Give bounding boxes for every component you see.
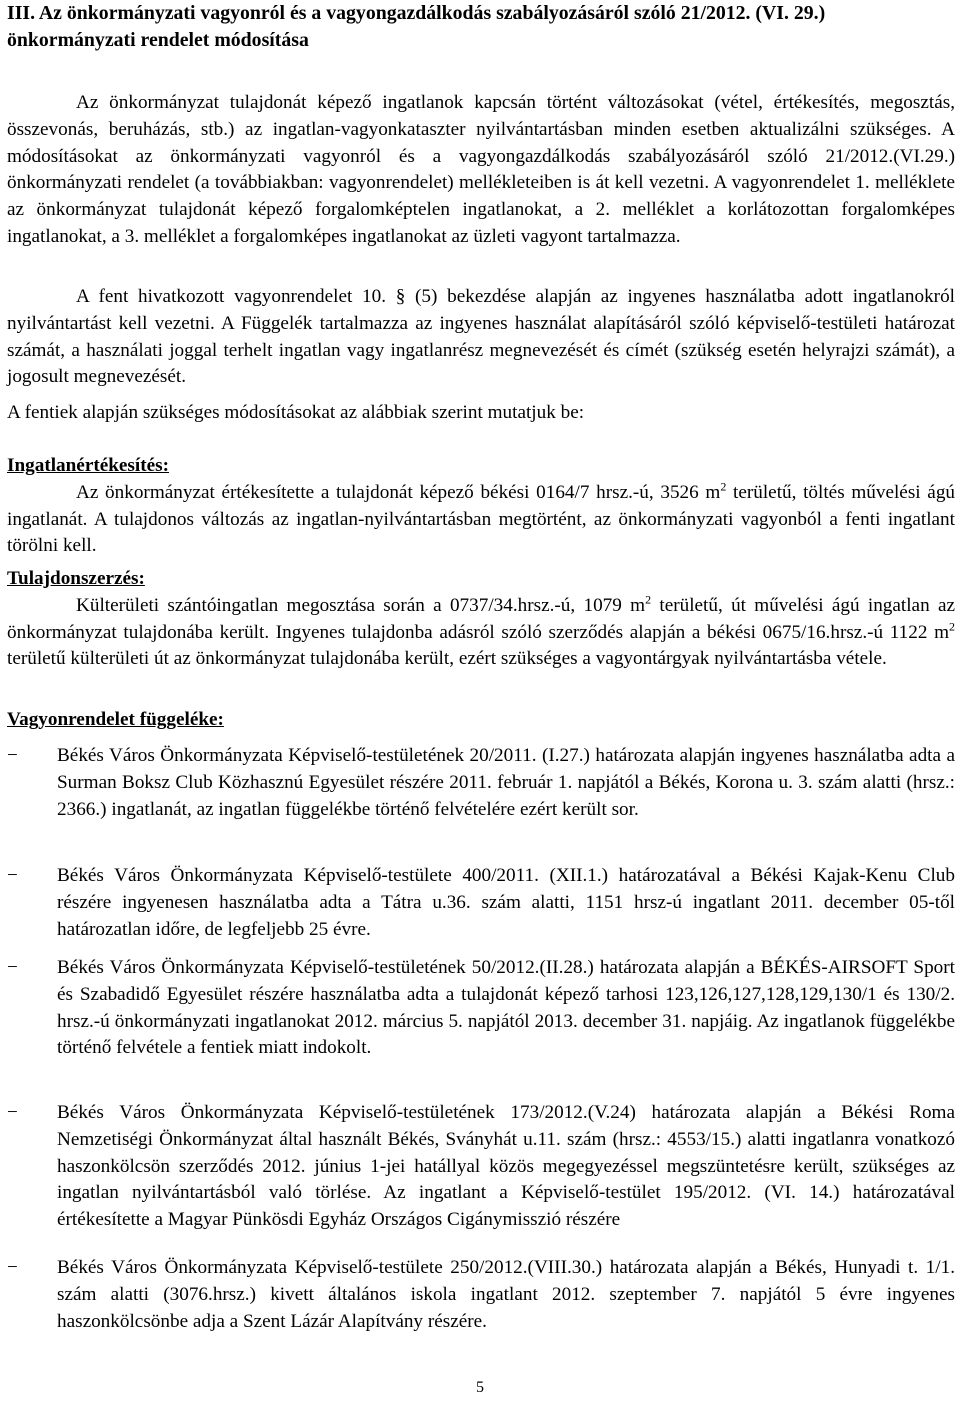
- document-heading: [7, 0, 955, 54]
- szerzes-text-b: területű, út művelési ágú ingatlan az önkormányzat tulajdonába került. Ingyenes tulajdonba adásról szóló szerződés alapján a békési 0675/16.hrsz.-ú 1122 m: [7, 594, 955, 643]
- section-text-ertekesites: [7, 480, 955, 560]
- intro-paragraph-3: A fentiek alapján szükséges módosításokat az alábbiak szerint mutatjuk be:: [7, 402, 585, 423]
- list-item-text: Békés Város Önkormányzata Képviselő-testülete 250/2012.(VIII.30.) határozata alapján a Békés, Hunyadi t. 1/1. szám alatti (3076.hrsz.) kivett általános iskola ingatlant 2012. szeptember 7. napjától 5 évre ingyenes haszonkölcsönbe adja a Szent Lázár Alapítvány részére.: [57, 1257, 955, 1332]
- fuggelek-item-1: [7, 743, 955, 823]
- intro-paragraph-2: A fent hivatkozott vagyonrendelet 10. § (5) bekezdése alapján az ingyenes használatba adott ingatlanokról nyilvántartást kell vezetni. A Függelék tartalmazza az ingyenes használat alapításáról szóló képviselő-testületi határozat számát, a használati joggal terhelt ingatlan vagy ingatlanrész megnevezését és címét (szükség esetén helyrajzi számát), a jogosult megnevezését.: [7, 286, 955, 388]
- fuggelek-item-4: [7, 1100, 955, 1234]
- superscript-2: 2: [720, 479, 727, 494]
- szerzes-text-c: területű külterületi út az önkormányzat tulajdonába került, ezért szükséges a vagyontárgyak nyilvántartásba vétele.: [7, 648, 887, 670]
- ertekesites-text-before: Az önkormányzat értékesítette a tulajdonát képező békési 0164/7 hrsz.-ú, 3526 m: [76, 481, 721, 503]
- list-item-text: Békés Város Önkormányzata Képviselő-testületének 173/2012.(V.24) határozata alapján a Békési Roma Nemzetiségi Önkormányzat által használt Békés, Sványhát u.11. szám (hrsz.: 4553/15.) alatti ingatlanra vonatkozó haszonkölcsön szerződés 2012. június 1-jei hatállyal közös megegyezéssel megszüntetésre került, szükséges az ingatlan nyilvántartásból való törlése. Az ingatlant a Képviselő-testület 195/2012. (VI. 14.) határozatával értékesítette a Magyar Pünkösdi Egyház Országos Cigánymisszió részére: [57, 1102, 955, 1231]
- fuggelek-item-3: [7, 955, 955, 1062]
- section-title-fuggelek: Vagyonrendelet függeléke:: [7, 709, 224, 730]
- dash-bullet: −: [7, 745, 18, 766]
- section-ertekesites: [7, 453, 955, 560]
- fuggelek-item-5: [7, 1255, 955, 1335]
- list-item-text: Békés Város Önkormányzata Képviselő-testületének 50/2012.(II.28.) határozata alapján a BÉKÉS-AIRSOFT Sport és Szabadidő Egyesület részére használatba adta a tulajdonát képező tarhosi 123,126,127,128,129,130/1 és 130/2. hrsz.-ú önkormányzati ingatlanokat 2012. március 5. napjától 2013. december 31. napjáig. Az ingatlanok függelékbe történő felvétele a fentiek miatt indokolt.: [57, 957, 955, 1059]
- dash-bullet: −: [7, 1257, 18, 1278]
- szerzes-text-a: Külterületi szántóingatlan megosztása során a 0737/34.hrsz.-ú, 1079 m: [76, 594, 646, 616]
- list-item-text: Békés Város Önkormányzata Képviselő-testülete 400/2011. (XII.1.) határozatával a Békési Kajak-Kenu Club részére ingyenesen használatba adta a Tátra u.36. szám alatti, 1151 hrsz-ú ingatlant 2011. december 05-től határozatlan időre, de legfeljebb 25 évre.: [57, 865, 955, 940]
- section-text-szerzes: [7, 593, 955, 673]
- superscript-2: 2: [949, 619, 955, 634]
- heading-line-1: III. Az önkormányzati vagyonról és a vagyongazdálkodás szabályozásáról szóló 21/2012. (VI. 29.): [7, 2, 826, 24]
- section-title-ertekesites: Ingatlanértékesítés:: [7, 455, 169, 476]
- section-szerzes: [7, 566, 955, 673]
- section-title-szerzes: Tulajdonszerzés:: [7, 568, 145, 589]
- dash-bullet: −: [7, 1102, 18, 1123]
- superscript-2: 2: [645, 592, 652, 607]
- list-item-text: Békés Város Önkormányzata Képviselő-testületének 20/2011. (I.27.) határozata alapján ingyenes használatba adta a Surman Boksz Club Közhasznú Egyesület részére 2011. február 1. napjától a Békés, Korona u. 3. szám alatti (hrsz.: 2366.) ingatlanát, az ingatlan függelékbe történő felvételére ezért került sor.: [57, 745, 955, 820]
- fuggelek-item-2: [7, 863, 955, 943]
- intro-paragraph-1: Az önkormányzat tulajdonát képező ingatlanok kapcsán történt változásokat (vétel, értékesítés, megosztás, összevonás, beruházás, stb.) az ingatlan-vagyonkataszter nyilvántartásban minden esetben aktualizálni szükséges. A módosításokat az önkormányzati vagyonról és a vagyongazdálkodás szabályozásáról szóló 21/2012.(VI.29.) önkormányzati rendelet (a továbbiakban: vagyonrendelet) mellékleteiben is át kell vezetni. A vagyonrendelet 1. melléklete az önkormányzat tulajdonát képező forgalomképtelen ingatlanokat, a 2. melléklet a korlátozottan forgalomképes ingatlanokat, a 3. melléklet a forgalomképes ingatlanokat az üzleti vagyont tartalmazza.: [7, 92, 955, 247]
- heading-line-2: önkormányzati rendelet módosítása: [7, 29, 309, 51]
- ertekesites-text-after: területű, töltés művelési ágú ingatlanát. A tulajdonos változás az ingatlan-nyilvántartásban megtörtént, az önkormányzati vagyonból a fenti ingatlant törölni kell.: [7, 481, 956, 557]
- page-number: 5: [476, 1379, 484, 1396]
- dash-bullet: −: [7, 957, 18, 978]
- dash-bullet: −: [7, 865, 18, 886]
